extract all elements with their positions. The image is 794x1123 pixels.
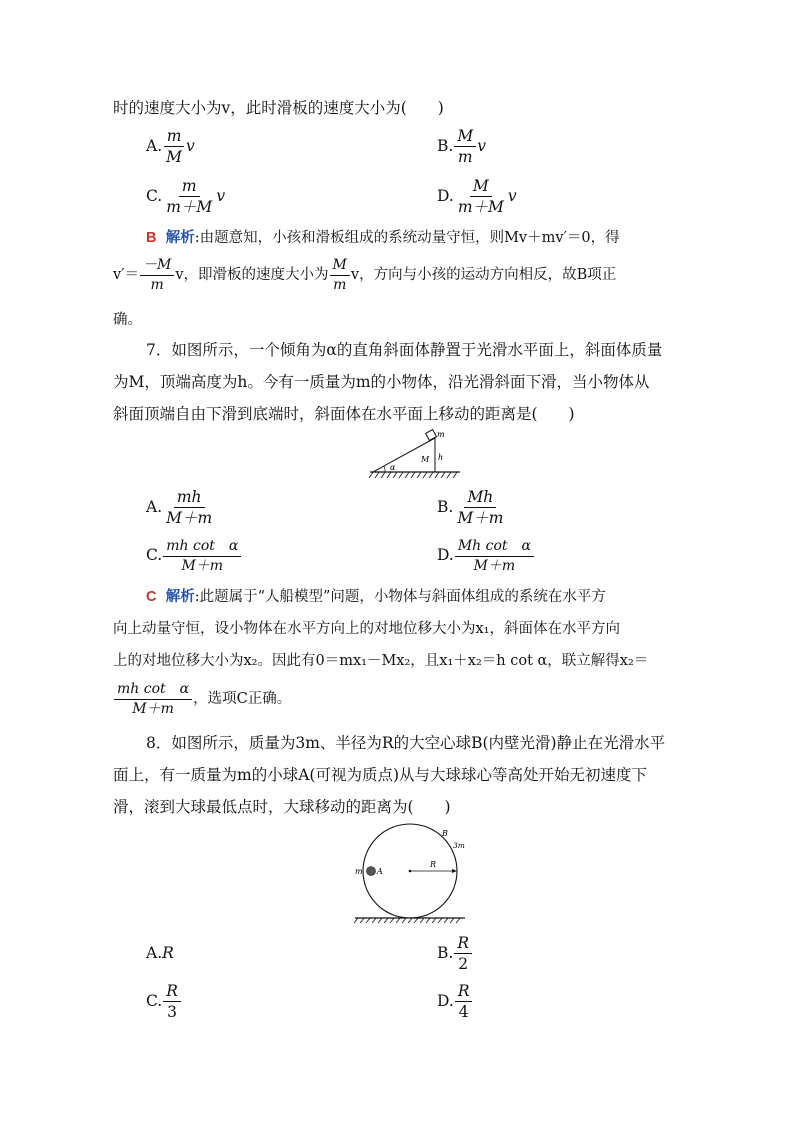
q6-solution-line-1: B 解析:由题意知，小孩和滑板组成的系统动量守恒，则Mv＋mv′＝0，得 xyxy=(146,229,620,246)
option-letter: C. xyxy=(146,546,163,565)
q6-solution-line-2: v′＝ $\frac{-M}{m}$ v，即滑板的速度大小为 $\frac{M}{m}$ v，方向与小孩的运动方向相反，故B项正 xyxy=(113,257,617,293)
incline-figure xyxy=(365,428,465,480)
option-letter: A. xyxy=(146,944,163,962)
fraction: $\frac{\text{mh cot α}}{M+m}$ xyxy=(163,539,241,573)
q6-option-b[interactable]: B. $\frac{M}{m}$ v xyxy=(437,127,486,167)
fraction: $\frac{Mh}{M+m}$ xyxy=(457,488,504,528)
q8-option-b[interactable] xyxy=(437,935,473,973)
fraction: $\frac{-M}{m}$ xyxy=(140,258,174,292)
q8-option-a[interactable]: A.R xyxy=(146,944,174,962)
option-letter: D. xyxy=(437,991,454,1010)
label-R: R xyxy=(430,860,437,869)
fraction: $\frac{R}{3}$ xyxy=(163,983,181,1021)
label-M: M xyxy=(421,455,430,464)
q6-option-d[interactable]: D. $\frac{M}{m+M}$ v xyxy=(437,177,517,217)
q7-option-a[interactable] xyxy=(146,489,216,527)
q7-option-b[interactable] xyxy=(437,489,507,527)
fraction: $\frac{M}{m+M}$ xyxy=(457,177,504,217)
q6-option-a[interactable]: A. $\frac{m}{M}$ v xyxy=(146,127,195,167)
fraction: $\frac{\text{mh cot α}}{M+m}$ xyxy=(114,682,192,716)
q7-stem-line-2: 为M，顶端高度为h。今有一质量为m的小物体，沿光滑斜面下滑，当小物体从 xyxy=(113,373,650,391)
label-h: h xyxy=(438,453,444,462)
q8-option-d[interactable] xyxy=(437,983,473,1021)
intro-line: 时的速度大小为v，此时滑板的速度大小为( ) xyxy=(113,99,444,117)
q7-stem-line-1: 7．如图所示，一个倾角为α的直角斜面体静置于光滑水平面上，斜面体质量 xyxy=(146,341,663,359)
sphere-figure xyxy=(350,822,470,924)
option-letter: A. xyxy=(146,497,163,516)
jiexi-label: 解析 xyxy=(165,229,195,246)
answer-letter: B xyxy=(146,230,157,246)
q8-stem-line-1: 8．如图所示，质量为3m、半径为R的大空心球B(内壁光滑)静止在光滑水平 xyxy=(146,734,666,752)
small-ball xyxy=(367,867,376,876)
option-letter: B. xyxy=(437,943,454,962)
q8-stem-line-3: 滑，滚到大球最低点时，大球移动的距离为( ) xyxy=(113,798,451,816)
fraction: $\frac{R}{4}$ xyxy=(455,983,473,1021)
jiexi-label: 解析 xyxy=(165,588,195,605)
q7-stem-line-3: 斜面顶端自由下滑到底端时，斜面体在水平面上移动的距离是( ) xyxy=(113,405,575,423)
q6-solution-line-3: 确。 xyxy=(113,312,142,328)
label-m: m xyxy=(355,867,363,876)
fraction: $\frac{\text{Mh cot α}}{M+m}$ xyxy=(455,539,534,573)
q8-option-c[interactable] xyxy=(146,983,182,1021)
option-letter: C. xyxy=(146,186,163,205)
q7-solution-line-3: 上的对地位移大小为x₂。因此有0＝mx₁－Mx₂，且x₁＋x₂＝h cot α，联立解得x₂＝ xyxy=(113,653,649,669)
option-letter: B. xyxy=(437,136,454,155)
q7-option-d[interactable] xyxy=(437,539,535,573)
label-m: m xyxy=(437,430,445,439)
q7-option-c[interactable] xyxy=(146,539,242,573)
label-A: A xyxy=(377,867,383,876)
option-letter: D. xyxy=(437,186,454,205)
fraction: $\frac{M}{m}$ xyxy=(330,258,350,292)
option-letter: D. xyxy=(437,546,454,565)
fraction: $\frac{mh}{M+m}$ xyxy=(166,488,213,528)
q7-solution-line-4: $\frac{\text{mh cot α}}{M+m}$ ，选项C正确。 xyxy=(113,682,291,716)
fraction: $\frac{m}{M}$ xyxy=(163,128,185,166)
answer-letter: C xyxy=(146,589,157,605)
option-letter: C. xyxy=(146,991,163,1010)
fraction: $\frac{R}{2}$ xyxy=(454,935,472,973)
option-letter: A. xyxy=(146,136,163,155)
label-alpha: α xyxy=(390,463,396,472)
fraction: $\frac{M}{m}$ xyxy=(454,128,476,166)
q8-stem-line-2: 面上，有一质量为m的小球A(可视为质点)从与大球球心等高处开始无初速度下 xyxy=(113,766,647,784)
label-B: B xyxy=(442,829,448,838)
fraction: $\frac{m}{m+M}$ xyxy=(166,177,213,217)
option-letter: B. xyxy=(437,497,454,516)
q7-solution-line-2: 向上动量守恒，设小物体在水平方向上的对地位移大小为x₁，斜面体在水平方向 xyxy=(113,621,620,637)
label-3m: 3m xyxy=(453,841,465,850)
q7-solution-line-1: C 解析:此题属于“人船模型”问题，小物体与斜面体组成的系统在水平方 xyxy=(146,588,606,605)
q6-option-c[interactable]: C. $\frac{m}{m+M}$ v xyxy=(146,177,226,217)
